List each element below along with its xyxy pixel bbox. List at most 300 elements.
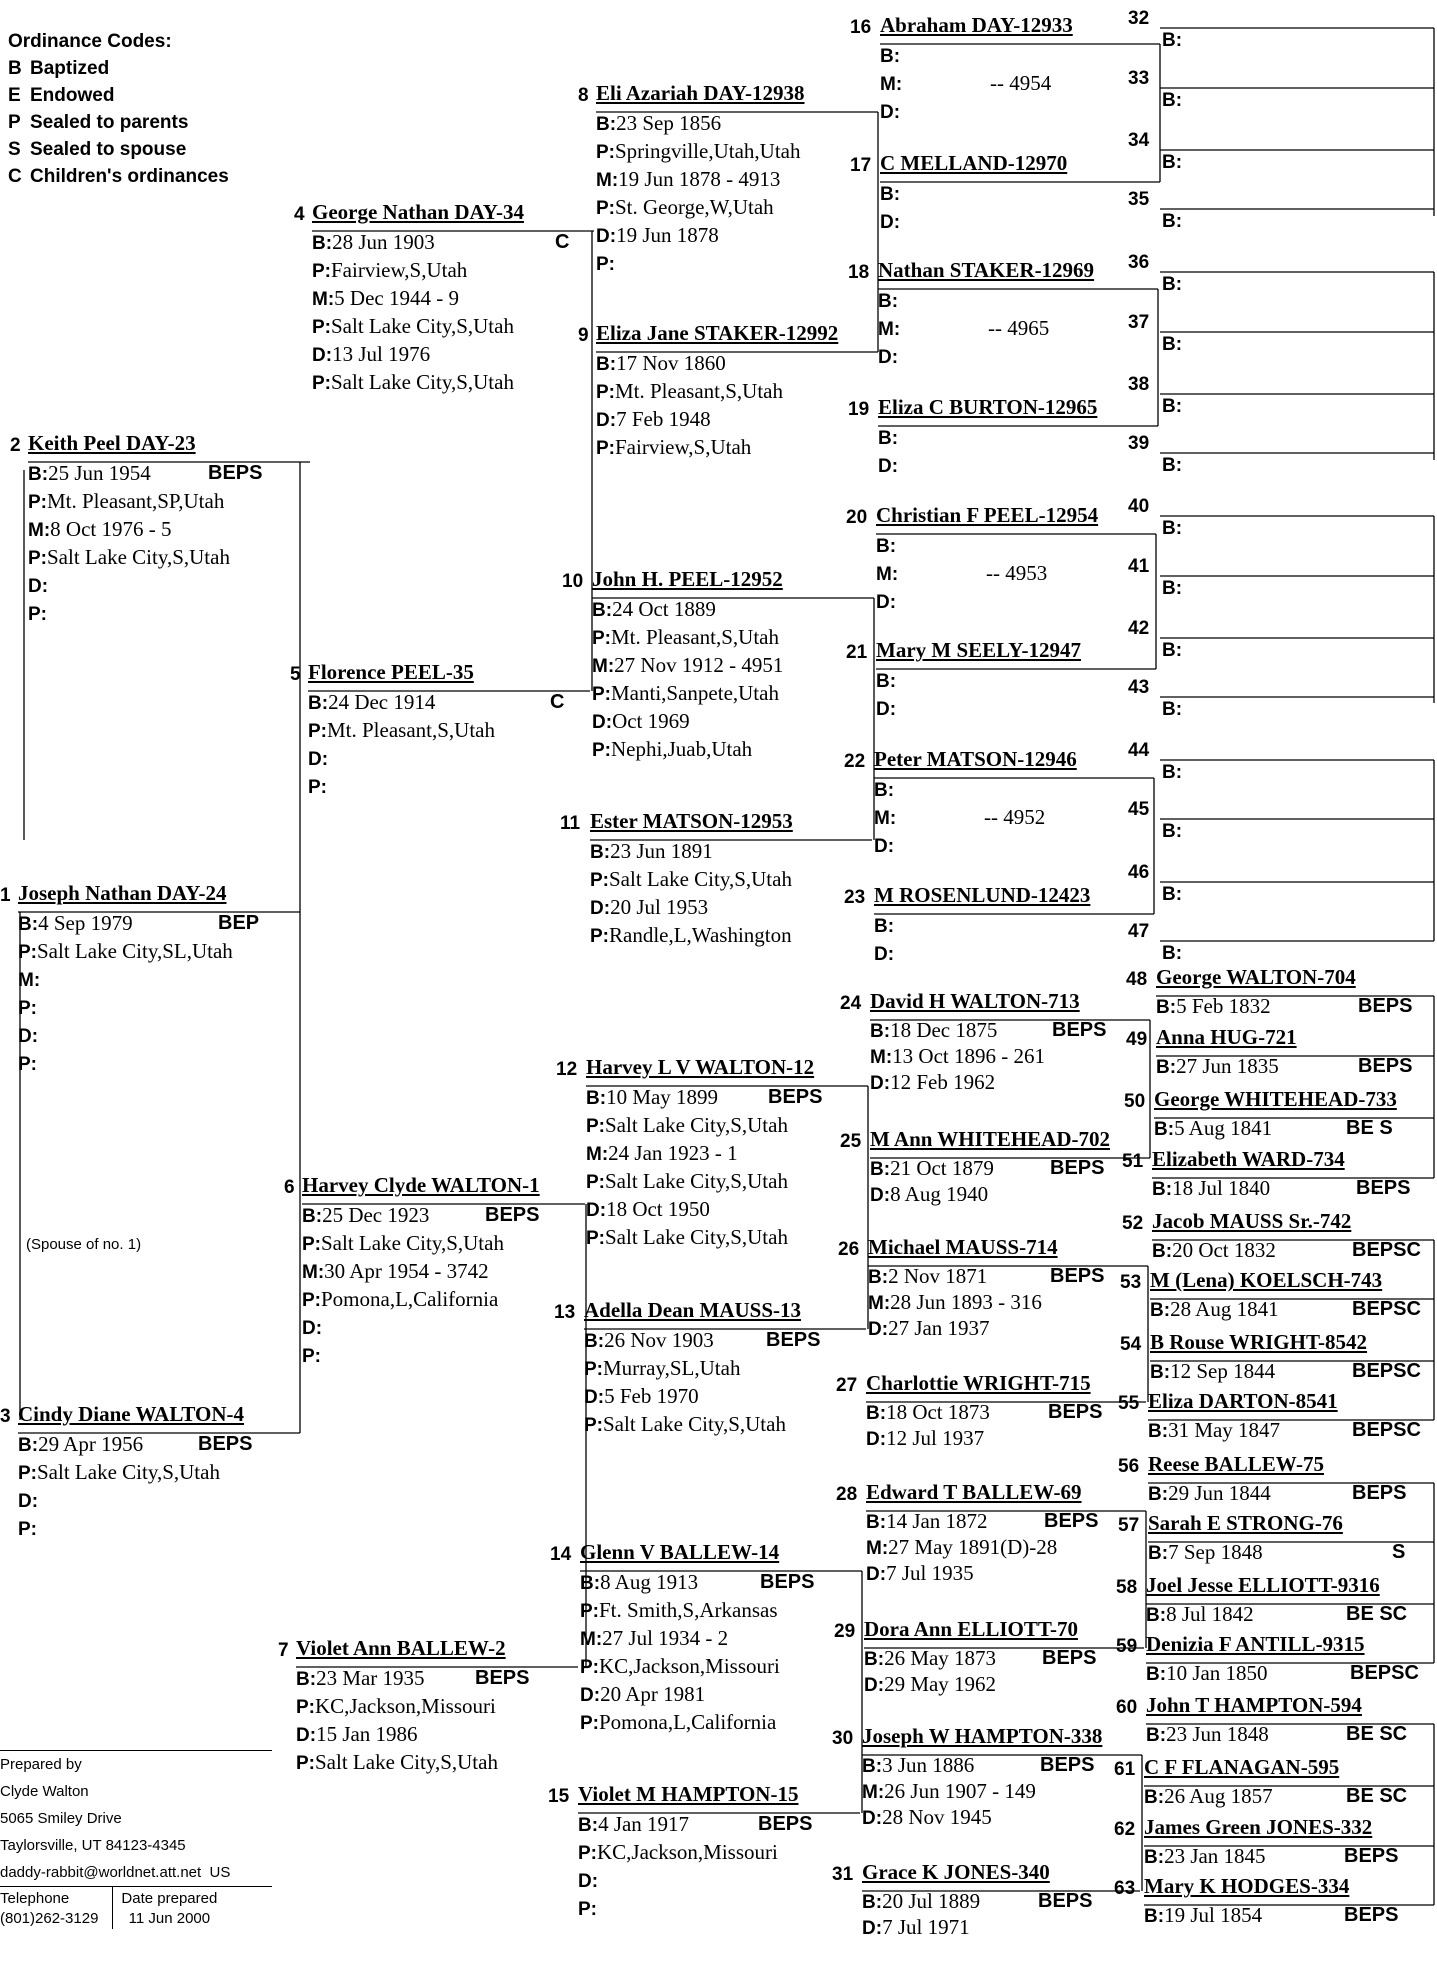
- person-number: 9: [578, 325, 589, 346]
- field-value: 20 Jul 1953: [610, 894, 709, 919]
- empty-slot-number: 44: [1128, 740, 1150, 761]
- field-value: 12 Jul 1937: [886, 1425, 985, 1450]
- field-value: 13 Oct 1896 - 261: [892, 1043, 1045, 1068]
- field-value: 8 Oct 1976 - 5: [50, 516, 172, 541]
- telephone-value: (801)262-3129: [0, 1910, 99, 1927]
- preparer-email: daddy-rabbit@worldnet.att.net: [0, 1864, 202, 1881]
- person-name: Grace K JONES-340: [862, 1860, 1050, 1884]
- field-value: 24 Dec 1914: [328, 689, 436, 714]
- empty-slot-birth-label: B:: [1162, 884, 1183, 905]
- person-row: [862, 1888, 1093, 1915]
- field-label: B:: [878, 290, 899, 312]
- ordinance-status: BEPS: [758, 1812, 813, 1835]
- person-row: [1146, 1721, 1408, 1748]
- person-row: [586, 1084, 823, 1112]
- field-value: 18 Oct 1950: [606, 1196, 710, 1221]
- person-row: [880, 180, 1067, 208]
- field-value: 5 Feb 1832: [1176, 993, 1271, 1018]
- field-value: 28 Jun 1893 - 316: [890, 1289, 1042, 1314]
- field-value: Randle,L,Washington: [609, 922, 792, 947]
- field-label: B:: [866, 1511, 887, 1533]
- person-number: 4: [294, 204, 305, 225]
- person-row: [596, 166, 804, 194]
- date-prepared-block: [112, 1887, 217, 1929]
- person-30: [832, 1721, 1103, 1831]
- person-row: [1144, 1843, 1399, 1870]
- empty-slot-birth-label: B:: [1162, 211, 1183, 232]
- person-row: [880, 70, 1073, 98]
- ordinance-status: BEPSC: [1352, 1297, 1421, 1320]
- person-5: [290, 657, 565, 801]
- field-label: P:: [28, 603, 47, 625]
- field-label: D:: [874, 943, 895, 965]
- field-label: P:: [592, 739, 611, 761]
- person-number: 22: [844, 751, 866, 772]
- field-value: -- 4954: [990, 70, 1052, 95]
- code-letter: E: [8, 85, 21, 106]
- person-row: [596, 378, 838, 406]
- field-value: 19 Jul 1854: [1164, 1902, 1263, 1927]
- person-31: [832, 1857, 1093, 1941]
- person-row: [880, 208, 1067, 236]
- field-label: B:: [874, 915, 895, 937]
- field-label: P:: [580, 1600, 599, 1622]
- field-label: P:: [586, 1171, 605, 1193]
- field-value: 20 Apr 1981: [600, 1681, 706, 1706]
- field-value: 28 Jun 1903: [332, 229, 435, 254]
- ordinance-code-row: [8, 55, 229, 82]
- person-14: [550, 1537, 815, 1737]
- person-row: [308, 773, 495, 801]
- person-row: [590, 838, 793, 866]
- field-value: Salt Lake City,S,Utah: [331, 369, 514, 394]
- field-label: D:: [302, 1317, 323, 1339]
- person-number: 10: [562, 571, 584, 592]
- field-label: P:: [28, 547, 47, 569]
- field-label: D:: [870, 1072, 891, 1094]
- ordinance-status: BEPS: [1050, 1156, 1105, 1179]
- ordinance-status: BEPS: [1356, 1176, 1411, 1199]
- person-row: [874, 912, 1090, 940]
- field-value: Salt Lake City,S,Utah: [47, 544, 230, 569]
- person-8: [578, 78, 805, 278]
- field-label: P:: [296, 1752, 315, 1774]
- person-60: [1116, 1690, 1408, 1748]
- field-label: D:: [866, 1563, 887, 1585]
- field-value: 20 Jul 1889: [882, 1888, 981, 1913]
- field-value: 24 Oct 1889: [612, 596, 716, 621]
- person-row: [878, 287, 1094, 315]
- person-48: [1126, 962, 1413, 1020]
- person-row: [590, 894, 793, 922]
- person-row: [586, 1168, 814, 1196]
- preparer-address-line-2: Taylorsville, UT 84123-4345: [0, 1837, 186, 1854]
- field-label: B:: [1144, 1786, 1165, 1808]
- telephone-date-row: [0, 1886, 272, 1929]
- person-number: 7: [278, 1640, 289, 1661]
- person-row: [596, 194, 804, 222]
- person-row: [578, 1839, 798, 1867]
- field-label: D:: [308, 748, 329, 770]
- person-row: [878, 343, 1094, 371]
- ordinance-codes-legend: [8, 28, 229, 190]
- person-row: [308, 745, 495, 773]
- person-50: [1124, 1084, 1397, 1142]
- field-label: B:: [870, 1158, 891, 1180]
- field-label: D:: [590, 897, 611, 919]
- person-number: 21: [846, 642, 868, 663]
- field-value: Salt Lake City,S,Utah: [37, 1459, 220, 1484]
- field-value: 27 Nov 1912 - 4951: [614, 652, 784, 677]
- field-label: B:: [308, 692, 329, 714]
- person-name: M ROSENLUND-12423: [874, 883, 1091, 907]
- person-name: Mary K HODGES-334: [1144, 1874, 1350, 1898]
- field-value: 28 Nov 1945: [882, 1804, 992, 1829]
- ordinance-code-row: [8, 109, 229, 136]
- field-label: M:: [862, 1781, 885, 1803]
- field-value: 7 Jul 1971: [882, 1914, 970, 1939]
- field-label: P:: [18, 941, 37, 963]
- field-value: Mt. Pleasant,S,Utah: [611, 624, 779, 649]
- field-value: Salt Lake City,S,Utah: [605, 1224, 788, 1249]
- person-row: [312, 369, 524, 397]
- person-row: [584, 1383, 801, 1411]
- person-28: [836, 1477, 1099, 1587]
- person-row: [876, 695, 1081, 723]
- person-row: [876, 588, 1098, 616]
- field-value: 3 Jun 1886: [882, 1752, 975, 1777]
- person-52: [1122, 1206, 1421, 1264]
- field-value: 30 Apr 1954 - 3742: [324, 1258, 489, 1283]
- person-row: [18, 1515, 244, 1543]
- field-label: M:: [596, 169, 619, 191]
- field-label: P:: [596, 437, 615, 459]
- field-value: 10 May 1899: [606, 1084, 719, 1109]
- person-name: Michael MAUSS-714: [868, 1235, 1058, 1259]
- person-number: 24: [840, 993, 862, 1014]
- ordinance-status: BEPS: [766, 1328, 821, 1351]
- empty-slot-birth-label: B:: [1162, 699, 1183, 720]
- person-21: [846, 635, 1081, 723]
- person-12: [556, 1052, 823, 1252]
- field-label: B:: [1152, 1178, 1173, 1200]
- person-row: [878, 452, 1097, 480]
- person-row: [866, 1399, 1103, 1426]
- person-row: [596, 350, 838, 378]
- person-name: Violet M HAMPTON-15: [578, 1782, 799, 1806]
- person-number: 17: [850, 155, 872, 176]
- field-value: 19 Jun 1878 - 4913: [618, 166, 781, 191]
- field-label: B:: [1156, 1056, 1177, 1078]
- empty-slot-number: 47: [1128, 921, 1150, 942]
- person-row: [584, 1355, 801, 1383]
- person-row: [28, 572, 230, 600]
- person-63: [1114, 1871, 1399, 1929]
- field-value: Fairview,S,Utah: [615, 434, 752, 459]
- empty-slot-number: 46: [1128, 862, 1150, 883]
- person-name: Mary M SEELY-12947: [876, 638, 1081, 662]
- code-label: Sealed to parents: [30, 112, 189, 133]
- field-label: B:: [1148, 1483, 1169, 1505]
- person-6: [284, 1170, 540, 1370]
- field-value: 26 May 1873: [884, 1645, 997, 1670]
- ordinance-status: BEPS: [768, 1085, 823, 1108]
- person-row: [862, 1779, 1102, 1805]
- telephone-block: [0, 1887, 98, 1929]
- person-row: [880, 98, 1073, 126]
- person-name: M Ann WHITEHEAD-702: [870, 1127, 1110, 1151]
- field-label: D:: [596, 225, 617, 247]
- person-26: [838, 1232, 1105, 1342]
- person-row: [580, 1681, 780, 1709]
- person-row: [1150, 1296, 1421, 1323]
- field-value: Mt. Pleasant,S,Utah: [327, 717, 495, 742]
- person-22: [844, 744, 1077, 860]
- ordinance-code-row: [8, 163, 229, 190]
- person-number: 11: [560, 813, 581, 834]
- person-row: [590, 866, 793, 894]
- field-value: KC,Jackson,Missouri: [597, 1839, 778, 1864]
- person-15: [548, 1779, 813, 1923]
- person-number: 59: [1116, 1636, 1138, 1657]
- person-row: [18, 1022, 233, 1050]
- person-number: 51: [1122, 1151, 1144, 1172]
- field-value: Murray,SL,Utah: [603, 1355, 741, 1380]
- person-name: John T HAMPTON-594: [1146, 1693, 1362, 1717]
- person-number: 3: [0, 1406, 11, 1427]
- person-49: [1126, 1022, 1413, 1080]
- person-row: [866, 1535, 1082, 1561]
- person-row: [1148, 1480, 1407, 1507]
- person-name: Ester MATSON-12953: [590, 809, 793, 833]
- field-value: 12 Feb 1962: [890, 1069, 996, 1094]
- field-label: D:: [878, 346, 899, 368]
- field-value: Salt Lake City,S,Utah: [605, 1112, 788, 1137]
- field-label: D:: [586, 1199, 607, 1221]
- field-value: -- 4952: [984, 804, 1046, 829]
- field-label: D:: [296, 1724, 317, 1746]
- field-label: M:: [18, 969, 41, 991]
- person-row: [308, 689, 565, 717]
- field-value: 27 May 1891(D)-28: [888, 1534, 1058, 1559]
- person-56: [1118, 1449, 1407, 1507]
- field-value: Manti,Sanpete,Utah: [611, 680, 779, 705]
- field-label: D:: [862, 1807, 883, 1829]
- person-name: Reese BALLEW-75: [1148, 1452, 1324, 1476]
- empty-slot-birth-label: B:: [1162, 152, 1183, 173]
- empty-slot-number: 41: [1128, 556, 1150, 577]
- field-value: 7 Sep 1848: [1168, 1539, 1263, 1564]
- field-value: 7 Jul 1935: [886, 1560, 974, 1585]
- person-number: 6: [284, 1177, 295, 1198]
- person-row: [592, 736, 783, 764]
- field-label: D:: [878, 455, 899, 477]
- field-value: Salt Lake City,SL,Utah: [37, 938, 233, 963]
- person-name: Keith Peel DAY-23: [28, 431, 196, 455]
- person-row: [578, 1811, 813, 1839]
- field-value: 5 Feb 1970: [604, 1383, 699, 1408]
- field-value: 27 Jul 1934 - 2: [602, 1625, 729, 1650]
- field-value: 13 Jul 1976: [332, 341, 431, 366]
- field-label: P:: [308, 720, 327, 742]
- field-value: -- 4953: [986, 560, 1048, 585]
- empty-slot-birth-label: B:: [1162, 821, 1183, 842]
- person-row: [28, 600, 230, 628]
- field-label: P:: [302, 1289, 321, 1311]
- field-label: P:: [596, 197, 615, 219]
- person-4: [294, 197, 570, 397]
- field-label: M:: [880, 73, 903, 95]
- field-label: P:: [596, 253, 615, 275]
- field-label: P:: [18, 1462, 37, 1484]
- person-row: [596, 138, 804, 166]
- field-value: Mt. Pleasant,SP,Utah: [47, 488, 225, 513]
- person-row: [296, 1721, 506, 1749]
- field-label: B:: [584, 1330, 605, 1352]
- ordinance-codes-title: Ordinance Codes:: [8, 31, 172, 52]
- field-label: D:: [596, 409, 617, 431]
- person-row: [18, 1431, 253, 1459]
- field-label: B:: [868, 1266, 889, 1288]
- person-row: [302, 1314, 540, 1342]
- person-row: [870, 1044, 1080, 1070]
- field-value: Pomona,L,California: [321, 1286, 499, 1311]
- field-value: 14 Jan 1872: [886, 1508, 988, 1533]
- field-value: 23 Sep 1856: [616, 110, 722, 135]
- person-name: Anna HUG-721: [1156, 1025, 1297, 1049]
- person-number: 18: [848, 262, 870, 283]
- person-row: [312, 229, 570, 257]
- person-number: 63: [1114, 1878, 1136, 1899]
- person-number: 50: [1124, 1091, 1146, 1112]
- field-label: M:: [312, 288, 335, 310]
- field-label: P:: [596, 141, 615, 163]
- field-label: D:: [592, 711, 613, 733]
- date-prepared-label: Date prepared: [121, 1890, 218, 1907]
- field-label: P:: [312, 316, 331, 338]
- person-row: [312, 285, 524, 313]
- empty-slot-number: 39: [1128, 433, 1150, 454]
- field-value: 8 Aug 1913: [600, 1569, 699, 1594]
- field-label: P:: [302, 1233, 321, 1255]
- code-label: Endowed: [30, 85, 115, 106]
- field-value: 23 Jan 1845: [1164, 1843, 1266, 1868]
- person-number: 8: [578, 85, 589, 106]
- person-name: Joseph W HAMPTON-338: [862, 1724, 1103, 1748]
- person-row: [586, 1224, 814, 1252]
- empty-slot-birth-label: B:: [1162, 455, 1183, 476]
- field-label: P:: [592, 627, 611, 649]
- field-label: B:: [1150, 1299, 1171, 1321]
- person-number: 30: [832, 1728, 854, 1749]
- ordinance-code-row: [8, 82, 229, 109]
- field-value: 23 Mar 1935: [316, 1665, 425, 1690]
- field-label: P:: [312, 260, 331, 282]
- person-row: [18, 1459, 244, 1487]
- person-row: [1156, 1053, 1413, 1080]
- person-3: [0, 1399, 253, 1543]
- person-row: [596, 250, 804, 278]
- field-value: 15 Jan 1986: [316, 1721, 418, 1746]
- field-label: B:: [1146, 1663, 1167, 1685]
- field-label: B:: [580, 1572, 601, 1594]
- person-name: Harvey L V WALTON-12: [586, 1055, 815, 1079]
- person-row: [28, 544, 230, 572]
- person-number: 61: [1114, 1759, 1136, 1780]
- person-row: [876, 532, 1098, 560]
- field-value: Springville,Utah,Utah: [615, 138, 801, 163]
- field-label: P:: [308, 776, 327, 798]
- person-row: [296, 1693, 506, 1721]
- person-row: [1152, 1237, 1421, 1264]
- person-row: [596, 406, 838, 434]
- field-label: P:: [592, 683, 611, 705]
- person-58: [1116, 1570, 1408, 1628]
- person-name: Joseph Nathan DAY-24: [18, 881, 227, 905]
- person-1: [0, 878, 260, 1078]
- person-number: 13: [554, 1302, 576, 1323]
- field-label: P:: [586, 1227, 605, 1249]
- empty-slot-number: 40: [1128, 496, 1150, 517]
- field-value: -- 4965: [988, 315, 1050, 340]
- prepared-by-box: [0, 1750, 272, 1929]
- code-label: Sealed to spouse: [30, 139, 187, 160]
- ordinance-status: BE SC: [1346, 1722, 1408, 1745]
- empty-slot-number: 42: [1128, 618, 1150, 639]
- person-row: [592, 708, 783, 736]
- person-row: [1148, 1417, 1421, 1444]
- person-62: [1114, 1812, 1399, 1870]
- field-value: Salt Lake City,S,Utah: [315, 1749, 498, 1774]
- field-value: St. George,W,Utah: [615, 194, 774, 219]
- ordinance-status: BEPS: [1050, 1264, 1105, 1287]
- field-value: Salt Lake City,S,Utah: [321, 1230, 504, 1255]
- field-label: P:: [596, 381, 615, 403]
- field-label: B:: [18, 913, 39, 935]
- person-23: [844, 880, 1091, 968]
- field-label: P:: [578, 1842, 597, 1864]
- field-label: M:: [580, 1628, 603, 1650]
- person-name: Violet Ann BALLEW-2: [296, 1636, 506, 1660]
- empty-slot-birth-label: B:: [1162, 274, 1183, 295]
- field-label: B:: [28, 463, 49, 485]
- field-label: D:: [880, 101, 901, 123]
- field-value: 12 Sep 1844: [1170, 1358, 1276, 1383]
- person-row: [866, 1561, 1082, 1587]
- ordinance-status: BEP: [218, 911, 260, 934]
- person-row: [864, 1672, 1078, 1698]
- field-label: M:: [876, 563, 899, 585]
- field-value: Nephi,Juab,Utah: [611, 736, 753, 761]
- empty-slot-number: 32: [1128, 8, 1150, 29]
- person-row: [580, 1625, 780, 1653]
- field-label: P:: [586, 1115, 605, 1137]
- person-24: [840, 986, 1107, 1096]
- person-number: 31: [832, 1864, 854, 1885]
- empty-slot-number: 45: [1128, 799, 1150, 820]
- person-row: [868, 1316, 1058, 1342]
- field-label: B:: [862, 1755, 883, 1777]
- person-row: [580, 1597, 780, 1625]
- person-row: [1156, 993, 1413, 1020]
- ordinance-status: BE SC: [1346, 1602, 1408, 1625]
- field-value: 5 Dec 1944 - 9: [334, 285, 459, 310]
- field-label: M:: [28, 519, 51, 541]
- field-label: B:: [870, 1020, 891, 1042]
- person-row: [876, 560, 1098, 588]
- person-name: Christian F PEEL-12954: [876, 503, 1099, 527]
- person-name: Dora Ann ELLIOTT-70: [864, 1617, 1078, 1641]
